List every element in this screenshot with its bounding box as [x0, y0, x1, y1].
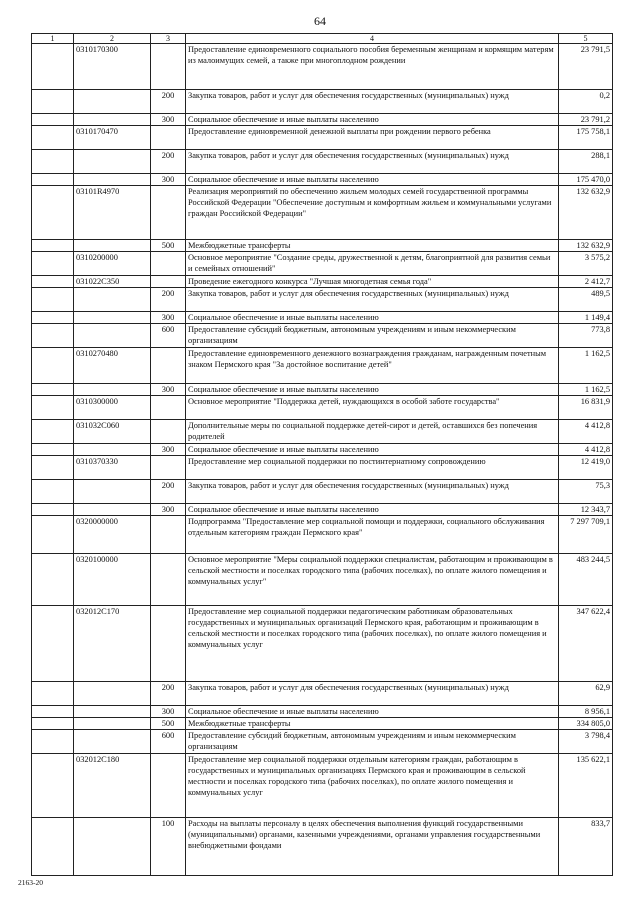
cell-blank [32, 126, 74, 150]
cell-expense-type: 600 [151, 730, 186, 754]
cell-name: Дополнительные меры по социальной поддержке детей-сирот и детей, оставшихся без попечения родителей [186, 420, 559, 444]
table-header-row [32, 34, 613, 44]
table-row [32, 186, 613, 240]
cell-target-code [74, 312, 151, 324]
cell-expense-type: 200 [151, 90, 186, 114]
cell-amount: 1 162,5 [559, 348, 613, 384]
cell-expense-type [151, 186, 186, 240]
cell-amount: 16 831,9 [559, 396, 613, 420]
table-row [32, 754, 613, 818]
cell-expense-type: 200 [151, 480, 186, 504]
cell-blank [32, 718, 74, 730]
table-row [32, 150, 613, 174]
cell-name: Социальное обеспечение и иные выплаты населению [186, 174, 559, 186]
cell-name: Межбюджетные трансферты [186, 240, 559, 252]
cell-amount: 288,1 [559, 150, 613, 174]
cell-blank [32, 90, 74, 114]
table-row [32, 324, 613, 348]
cell-blank [32, 754, 74, 818]
cell-target-code [74, 718, 151, 730]
cell-name: Проведение ежегодного конкурса "Лучшая многодетная семья года" [186, 276, 559, 288]
cell-amount: 23 791,5 [559, 44, 613, 90]
cell-target-code: 032012С170 [74, 606, 151, 682]
table-row [32, 126, 613, 150]
cell-expense-type [151, 252, 186, 276]
cell-target-code: 0310200000 [74, 252, 151, 276]
cell-target-code [74, 682, 151, 706]
table-row [32, 554, 613, 606]
cell-amount: 1 149,4 [559, 312, 613, 324]
cell-blank [32, 324, 74, 348]
cell-name: Предоставление субсидий бюджетным, автономным учреждениям и иным некоммерческим организациям [186, 324, 559, 348]
cell-blank [32, 186, 74, 240]
cell-blank [32, 288, 74, 312]
cell-amount: 7 297 709,1 [559, 516, 613, 554]
cell-amount: 1 162,5 [559, 384, 613, 396]
cell-amount: 12 419,0 [559, 456, 613, 480]
cell-amount: 132 632,9 [559, 186, 613, 240]
cell-target-code [74, 444, 151, 456]
cell-expense-type [151, 276, 186, 288]
header-col-5: 5 [559, 34, 613, 44]
cell-blank [32, 114, 74, 126]
cell-expense-type: 300 [151, 444, 186, 456]
cell-name: Основное мероприятие "Поддержка детей, нуждающихся в особой заботе государства" [186, 396, 559, 420]
table-row [32, 240, 613, 252]
cell-expense-type [151, 348, 186, 384]
cell-blank [32, 504, 74, 516]
cell-blank [32, 444, 74, 456]
cell-amount: 4 412,8 [559, 444, 613, 456]
cell-name: Социальное обеспечение и иные выплаты населению [186, 114, 559, 126]
cell-blank [32, 44, 74, 90]
cell-expense-type: 300 [151, 504, 186, 516]
cell-target-code: 031022С350 [74, 276, 151, 288]
cell-target-code [74, 706, 151, 718]
cell-name: Предоставление мер социальной поддержки по постинтернатному сопровождению [186, 456, 559, 480]
cell-amount: 0,2 [559, 90, 613, 114]
cell-blank [32, 706, 74, 718]
cell-name: Подпрограмма "Предоставление мер социальной помощи и поддержки, социального обслуживания отдельным категориям граждан Пермского края" [186, 516, 559, 554]
cell-name: Закупка товаров, работ и услуг для обеспечения государственных (муниципальных) нужд [186, 150, 559, 174]
table-row [32, 288, 613, 312]
table-row [32, 718, 613, 730]
cell-name: Предоставление мер социальной поддержки педагогическим работникам образовательных государственных и муниципальных организаций Пермского края, работающим и проживающим в сельской местности и поселках городского типа (рабочих поселках), по оплате жилого помещения и коммунальных услуг [186, 606, 559, 682]
table-row [32, 312, 613, 324]
cell-blank [32, 348, 74, 384]
cell-name: Предоставление единовременного денежного вознаграждения гражданам, награжденным почетным знаком Пермского края "За достойное воспитание детей" [186, 348, 559, 384]
cell-target-code: 031032С060 [74, 420, 151, 444]
table-row [32, 174, 613, 186]
header-col-1: 1 [32, 34, 74, 44]
cell-expense-type [151, 606, 186, 682]
cell-target-code: 03101R4970 [74, 186, 151, 240]
cell-name: Основное мероприятие "Создание среды, дружественной к детям, благоприятной для развития семьи и семейных отношений" [186, 252, 559, 276]
cell-blank [32, 396, 74, 420]
cell-target-code [74, 504, 151, 516]
table-row [32, 396, 613, 420]
cell-name: Предоставление единовременной денежной выплаты при рождении первого ребенка [186, 126, 559, 150]
table-row [32, 706, 613, 718]
cell-amount: 75,3 [559, 480, 613, 504]
header-col-2: 2 [74, 34, 151, 44]
table-row [32, 90, 613, 114]
cell-target-code: 0320100000 [74, 554, 151, 606]
table-row [32, 606, 613, 682]
cell-name: Предоставление единовременного социального пособия беременным женщинам и кормящим матерям из малоимущих семей, а также при многоплодном рождении [186, 44, 559, 90]
table-row [32, 348, 613, 384]
table-row [32, 384, 613, 396]
cell-expense-type: 300 [151, 114, 186, 126]
cell-target-code [74, 730, 151, 754]
cell-blank [32, 818, 74, 876]
cell-amount: 2 412,7 [559, 276, 613, 288]
cell-amount: 132 632,9 [559, 240, 613, 252]
cell-amount: 175 470,0 [559, 174, 613, 186]
cell-amount: 773,8 [559, 324, 613, 348]
cell-target-code [74, 384, 151, 396]
cell-amount: 135 622,1 [559, 754, 613, 818]
cell-target-code: 0310170470 [74, 126, 151, 150]
cell-blank [32, 480, 74, 504]
cell-target-code [74, 818, 151, 876]
document-footer-code: 2163-20 [18, 878, 43, 887]
cell-amount: 483 244,5 [559, 554, 613, 606]
table-row [32, 504, 613, 516]
cell-target-code [74, 240, 151, 252]
cell-expense-type: 300 [151, 312, 186, 324]
cell-target-code [74, 174, 151, 186]
cell-target-code [74, 324, 151, 348]
cell-expense-type: 100 [151, 818, 186, 876]
cell-expense-type: 500 [151, 718, 186, 730]
cell-target-code: 0310370330 [74, 456, 151, 480]
table-row [32, 420, 613, 444]
cell-blank [32, 174, 74, 186]
cell-name: Социальное обеспечение и иные выплаты населению [186, 706, 559, 718]
table-row [32, 480, 613, 504]
cell-blank [32, 730, 74, 754]
cell-name: Предоставление мер социальной поддержки отдельным категориям граждан, работающим в государственных и муниципальных организациях Пермского края и проживающим в сельской местности и поселках городского типа (рабочих поселках), по оплате жилого помещения и коммунальных услуг [186, 754, 559, 818]
cell-amount: 3 575,2 [559, 252, 613, 276]
cell-expense-type [151, 420, 186, 444]
cell-expense-type [151, 396, 186, 420]
cell-blank [32, 252, 74, 276]
cell-name: Социальное обеспечение и иные выплаты населению [186, 384, 559, 396]
cell-blank [32, 384, 74, 396]
cell-target-code: 0310270480 [74, 348, 151, 384]
page-number: 64 [314, 14, 326, 28]
cell-blank [32, 682, 74, 706]
cell-target-code [74, 150, 151, 174]
cell-amount: 175 758,1 [559, 126, 613, 150]
cell-blank [32, 554, 74, 606]
cell-blank [32, 606, 74, 682]
table-row [32, 114, 613, 126]
cell-blank [32, 420, 74, 444]
cell-amount: 334 805,0 [559, 718, 613, 730]
cell-amount: 489,5 [559, 288, 613, 312]
cell-amount: 347 622,4 [559, 606, 613, 682]
cell-name: Закупка товаров, работ и услуг для обеспечения государственных (муниципальных) нужд [186, 288, 559, 312]
cell-name: Реализация мероприятий по обеспечению жильем молодых семей государственной программы Российской Федерации "Обеспечение доступным и комфортным жильем и коммунальными услугами граждан Российской Федерации" [186, 186, 559, 240]
cell-expense-type [151, 554, 186, 606]
table-row [32, 456, 613, 480]
cell-amount: 62,9 [559, 682, 613, 706]
cell-expense-type [151, 516, 186, 554]
cell-name: Расходы на выплаты персоналу в целях обеспечения выполнения функций государственными (муниципальными) органами, казенными учреждениями, органами управления государственными внебюджетными фондами [186, 818, 559, 876]
cell-target-code [74, 288, 151, 312]
cell-blank [32, 456, 74, 480]
header-col-4: 4 [186, 34, 559, 44]
cell-amount: 23 791,2 [559, 114, 613, 126]
cell-expense-type [151, 126, 186, 150]
cell-name: Межбюджетные трансферты [186, 718, 559, 730]
cell-target-code [74, 114, 151, 126]
cell-target-code [74, 480, 151, 504]
cell-name: Социальное обеспечение и иные выплаты населению [186, 312, 559, 324]
cell-expense-type: 300 [151, 706, 186, 718]
cell-name: Социальное обеспечение и иные выплаты населению [186, 444, 559, 456]
table-row [32, 44, 613, 90]
cell-amount: 4 412,8 [559, 420, 613, 444]
cell-amount: 3 798,4 [559, 730, 613, 754]
cell-name: Социальное обеспечение и иные выплаты населению [186, 504, 559, 516]
cell-name: Закупка товаров, работ и услуг для обеспечения государственных (муниципальных) нужд [186, 480, 559, 504]
cell-target-code: 0310300000 [74, 396, 151, 420]
budget-table [31, 33, 613, 876]
cell-expense-type: 600 [151, 324, 186, 348]
cell-blank [32, 516, 74, 554]
table-row [32, 818, 613, 876]
cell-blank [32, 240, 74, 252]
cell-blank [32, 312, 74, 324]
cell-expense-type: 200 [151, 682, 186, 706]
cell-amount: 8 956,1 [559, 706, 613, 718]
cell-blank [32, 150, 74, 174]
cell-expense-type: 300 [151, 174, 186, 186]
table-row [32, 444, 613, 456]
table-row [32, 516, 613, 554]
cell-amount: 12 343,7 [559, 504, 613, 516]
cell-target-code: 0310170300 [74, 44, 151, 90]
cell-blank [32, 276, 74, 288]
cell-expense-type: 500 [151, 240, 186, 252]
cell-expense-type: 200 [151, 150, 186, 174]
table-row [32, 682, 613, 706]
cell-expense-type [151, 44, 186, 90]
cell-expense-type [151, 754, 186, 818]
cell-expense-type: 300 [151, 384, 186, 396]
cell-name: Основное мероприятие "Меры социальной поддержки специалистам, работающим и проживающим в сельской местности и поселках городского типа (рабочих поселках), по оплате жилого помещения и коммунальных услуг" [186, 554, 559, 606]
cell-target-code [74, 90, 151, 114]
cell-target-code: 0320000000 [74, 516, 151, 554]
cell-expense-type [151, 456, 186, 480]
cell-name: Закупка товаров, работ и услуг для обеспечения государственных (муниципальных) нужд [186, 682, 559, 706]
table-row [32, 276, 613, 288]
cell-amount: 833,7 [559, 818, 613, 876]
cell-name: Закупка товаров, работ и услуг для обеспечения государственных (муниципальных) нужд [186, 90, 559, 114]
table-row [32, 730, 613, 754]
cell-target-code: 032012С180 [74, 754, 151, 818]
cell-name: Предоставление субсидий бюджетным, автономным учреждениям и иным некоммерческим организациям [186, 730, 559, 754]
table-row [32, 252, 613, 276]
cell-expense-type: 200 [151, 288, 186, 312]
header-col-3: 3 [151, 34, 186, 44]
